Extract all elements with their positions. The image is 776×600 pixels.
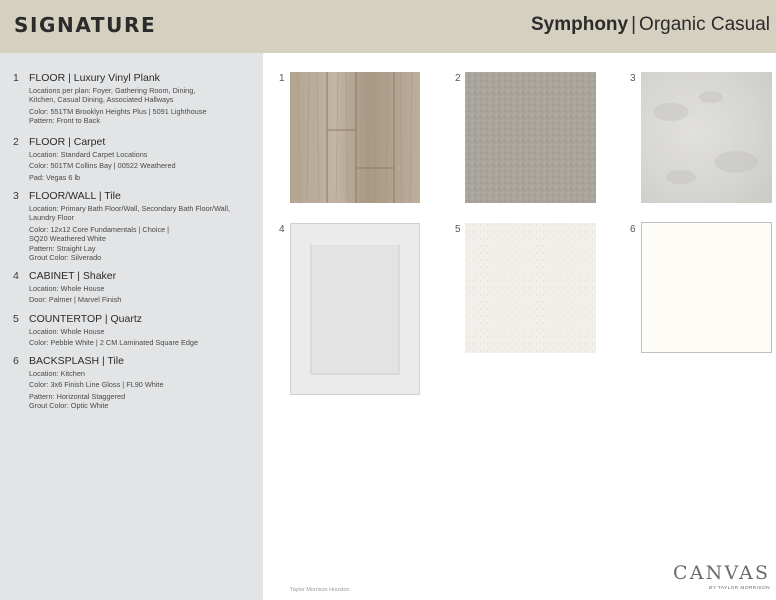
item-number: 2 <box>13 136 19 148</box>
item-details <box>29 369 257 411</box>
item-detail-line: Locations per plan: Foyer, Gathering Room, Dining, <box>29 86 196 95</box>
canvas-logo <box>670 560 772 596</box>
item-detail-line: Grout Color: Silverado <box>29 253 102 263</box>
item-title: BACKSPLASH | Tile <box>29 355 124 367</box>
swatch-luxury-vinyl-plank <box>290 72 420 203</box>
swatch-number: 4 <box>279 224 285 235</box>
item-details <box>29 204 257 262</box>
item-detail-line: Color: 551TM Brooklyn Heights Plus | 5091 Lighthouse <box>29 106 207 116</box>
item-details <box>29 150 257 182</box>
item-number: 3 <box>13 190 19 202</box>
item-detail-line: Color: 12x12 Core Fundamentals | Choice | <box>29 224 170 234</box>
swatch-quartz <box>465 223 596 353</box>
item-detail-line: Door: Palmer | Marvel Finish <box>29 295 122 305</box>
swatch-cabinet-door <box>290 223 420 395</box>
wood-plank-texture <box>290 72 420 203</box>
swatch-number: 1 <box>279 73 285 84</box>
item-detail-line: Location: Whole House <box>29 327 105 336</box>
item-details <box>29 327 257 348</box>
swatch-number: 6 <box>630 224 636 235</box>
item-details <box>29 284 257 305</box>
item-detail-line: Location: Primary Bath Floor/Wall, Secondary Bath Floor/Wall, <box>29 204 231 213</box>
item-detail-line: Location: Standard Carpet Locations <box>29 150 148 159</box>
item-detail-line: Color: Pebble White | 2 CM Laminated Square Edge <box>29 338 199 348</box>
logo-tagline: BY TAYLOR MORRISON <box>709 586 770 591</box>
selections-sidebar <box>0 53 263 600</box>
collection-style: Organic Casual <box>639 14 770 35</box>
swatch-carpet <box>465 72 596 203</box>
swatch-number: 2 <box>455 73 461 84</box>
quartz-texture <box>465 223 596 353</box>
item-number: 5 <box>13 313 19 325</box>
item-detail-line: Pattern: Straight Lay <box>29 243 96 253</box>
item-number: 4 <box>13 270 19 282</box>
item-detail-line: Color: 3x6 Finish Line Gloss | FL90 White <box>29 380 164 390</box>
item-detail-line: Kitchen, Casual Dining, Associated Hallways <box>29 95 174 105</box>
swatch-backsplash-tile <box>641 222 772 353</box>
item-detail-line: Location: Kitchen <box>29 369 85 378</box>
header-bar <box>0 0 776 53</box>
item-title: FLOOR | Carpet <box>29 136 106 148</box>
swatch-number: 5 <box>455 224 461 235</box>
swatch-number: 3 <box>630 73 636 84</box>
item-detail-line: Laundry Floor <box>29 213 75 223</box>
brand-title: SIGNATURE <box>14 13 157 37</box>
item-number: 6 <box>13 355 19 367</box>
carpet-texture <box>465 72 596 203</box>
item-detail-line: Grout Color: Optic White <box>29 401 109 411</box>
logo-wordmark: CANVAS <box>673 562 771 584</box>
item-detail-line: SQ20 Weathered White <box>29 234 106 244</box>
item-detail-line: Location: Whole House <box>29 284 105 293</box>
collection-separator: | <box>631 14 637 35</box>
collection-title <box>531 14 770 36</box>
stone-tile-texture <box>641 72 772 203</box>
shaker-door-illustration <box>291 224 419 394</box>
item-detail-line: Pattern: Front to Back <box>29 116 100 126</box>
footer-note: Taylor Morrison Houston <box>290 587 350 593</box>
item-number: 1 <box>13 72 19 84</box>
item-title: FLOOR/WALL | Tile <box>29 190 121 202</box>
item-title: COUNTERTOP | Quartz <box>29 313 143 325</box>
item-title: CABINET | Shaker <box>29 270 117 282</box>
item-detail-line: Pad: Vegas 6 lb <box>29 172 81 182</box>
item-detail-line: Pattern: Horizontal Staggered <box>29 391 126 401</box>
item-detail-line: Color: 501TM Collins Bay | 00522 Weathered <box>29 161 176 171</box>
swatch-tile <box>641 72 772 203</box>
item-details <box>29 86 257 126</box>
collection-name: Symphony <box>530 14 629 35</box>
item-title: FLOOR | Luxury Vinyl Plank <box>29 72 160 84</box>
